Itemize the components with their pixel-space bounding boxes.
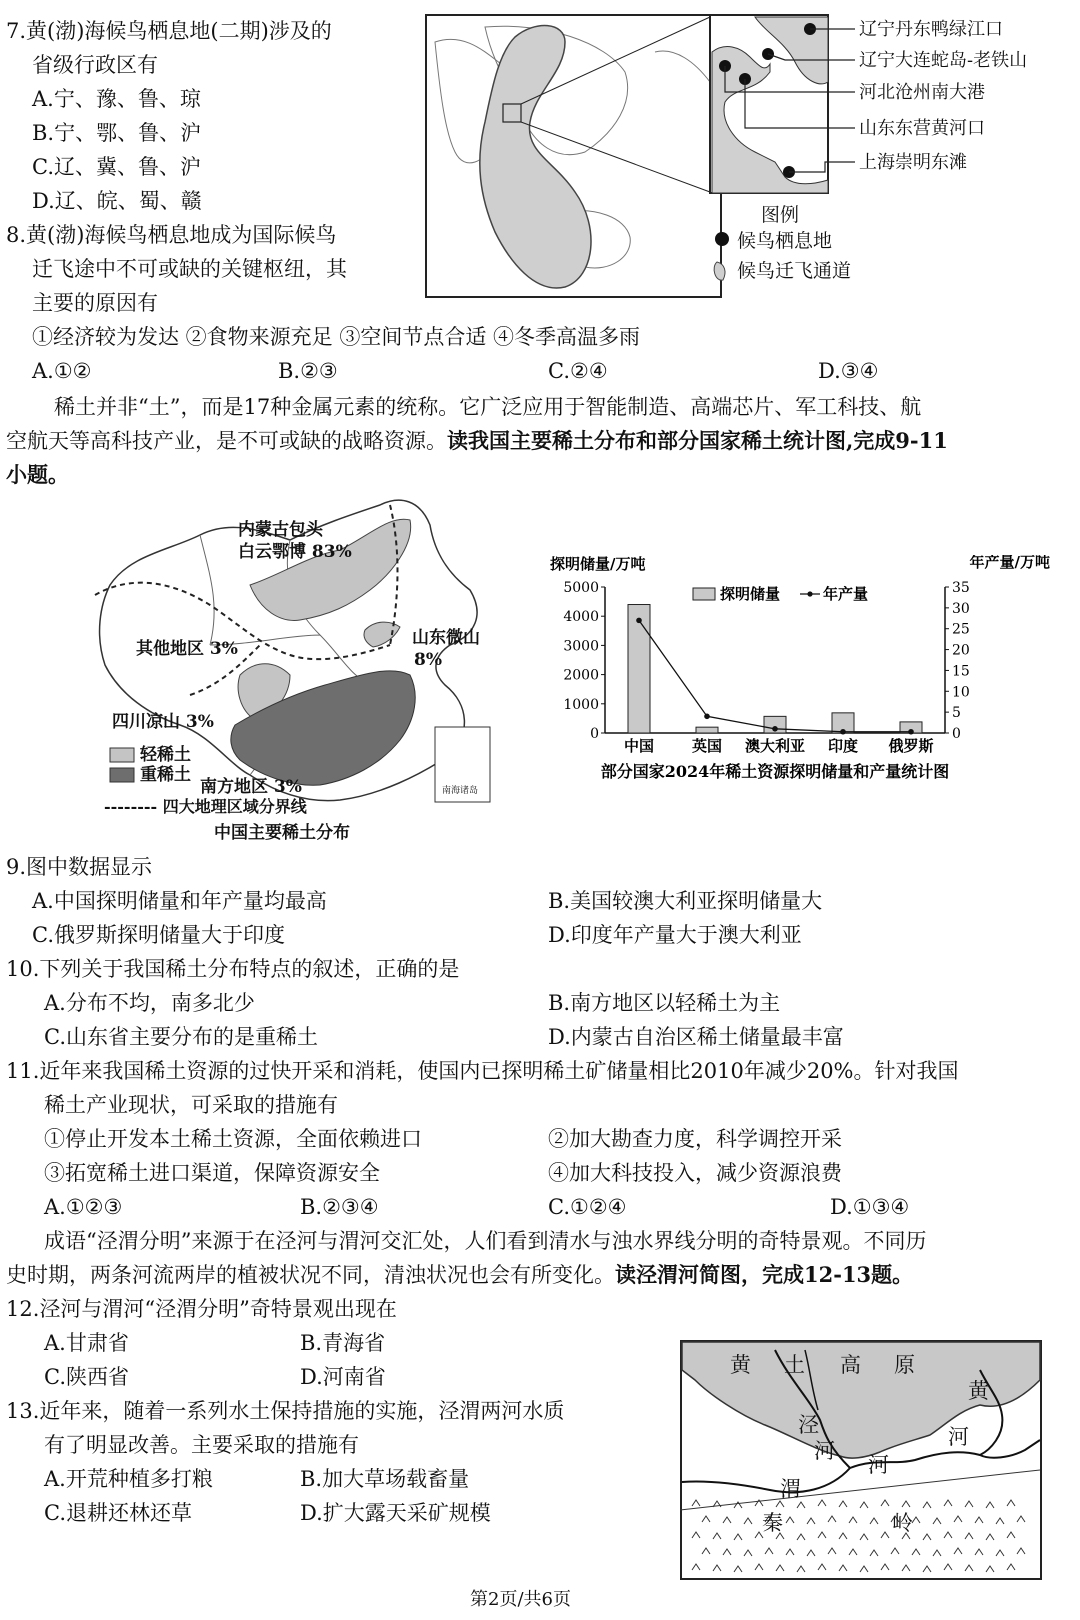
production-point-1: [704, 714, 710, 720]
intro-river-line2: 史时期，两条河流两岸的植被状况不同，清浊状况也会有所变化。读泾渭河简图，完成12-13题。: [6, 1262, 914, 1287]
intro-river-line1: 成语“泾渭分明”来源于在泾河与渭河交汇处，人们看到清水与浊水界线分明的奇特景观。不同历: [44, 1229, 927, 1253]
page-footer: 第2页/共6页: [470, 1589, 571, 1610]
production-point-4: [908, 729, 914, 735]
q9-option-c: C.俄罗斯探明储量大于印度: [32, 923, 285, 947]
river-label-jing: 泾: [798, 1413, 819, 1437]
q13-stem-line2: 有了明显改善。主要采取的措施有: [44, 1433, 359, 1457]
site-label-chongming: 上海崇明东滩: [859, 152, 967, 173]
production-point-3: [840, 729, 846, 735]
y-tick-label: 4000: [563, 609, 599, 626]
q8-option-a: A.①②: [32, 359, 92, 383]
q13-option-d: D.扩大露天采矿规模: [300, 1501, 491, 1525]
q8-option-d: D.③④: [818, 359, 879, 383]
q10-option-c: C.山东省主要分布的是重稀土: [44, 1025, 318, 1049]
q12-option-a: A.甘肃省: [44, 1331, 129, 1355]
q11-item-4: ④加大科技投入，减少资源浪费: [548, 1161, 842, 1185]
q10-option-a: A.分布不均，南多北少: [44, 991, 255, 1015]
label-other: 其他地区 3%: [136, 639, 238, 659]
site-label-dongying: 山东东营黄河口: [859, 118, 985, 139]
q11-item-2: ②加大勘查力度，科学调控开采: [548, 1127, 842, 1151]
y-tick-label: 1000: [563, 696, 599, 713]
q7-stem-line2: 省级行政区有: [32, 53, 158, 77]
china-rare-earth-map: [90, 495, 520, 855]
q10-option-d: D.内蒙古自治区稀土储量最丰富: [548, 1025, 844, 1049]
label-sd-2: 8%: [414, 650, 442, 670]
legend-light-swatch: [110, 748, 134, 762]
x-tick-label: 印度: [827, 737, 859, 755]
q13-option-b: B.加大草场载畜量: [300, 1467, 470, 1491]
legend-route-label: 候鸟迁飞通道: [737, 260, 852, 282]
q10-stem: 10.下列关于我国稀土分布特点的叙述，正确的是: [6, 957, 460, 981]
q9-option-b: B.美国较澳大利亚探明储量大: [548, 889, 823, 913]
y2-tick-label: 10: [952, 684, 970, 701]
bar-0: [628, 605, 650, 733]
chart-title: 部分国家2024年稀土资源探明储量和产量统计图: [600, 762, 950, 781]
q11-item-1: ①停止开发本土稀土资源，全面依赖进口: [44, 1127, 422, 1151]
q9-option-d: D.印度年产量大于澳大利亚: [548, 923, 802, 947]
q8-option-b: B.②③: [278, 359, 338, 383]
label-nmg-1: 内蒙古包头: [238, 520, 323, 540]
y2-tick-label: 25: [952, 621, 970, 638]
q7-stem-line1: 7.黄(渤)海候鸟栖息地(二期)涉及的: [6, 19, 332, 43]
q10-option-b: B.南方地区以轻稀土为主: [548, 991, 781, 1015]
bird-migration-figure: [425, 12, 1075, 302]
q12-option-d: D.河南省: [300, 1365, 386, 1389]
q12-option-c: C.陕西省: [44, 1365, 129, 1389]
river-label-ling: 岭: [892, 1511, 913, 1535]
bar-1: [696, 727, 718, 733]
site-label-dalian: 辽宁大连蛇岛-老铁山: [859, 50, 1028, 71]
y-axis-title: 探明储量/万吨: [550, 555, 646, 573]
q11-option-c: C.①②④: [548, 1195, 627, 1219]
q8-option-c: C.②④: [548, 359, 608, 383]
river-label-tu: 土: [784, 1353, 805, 1377]
river-label-gao: 高: [840, 1353, 861, 1377]
x-tick-label: 英国: [691, 737, 723, 755]
legend-bar-label: 探明储量: [720, 585, 781, 603]
river-label-yellow-1: 黄: [968, 1379, 989, 1403]
label-nmg-2: 白云鄂博 83%: [238, 542, 352, 562]
q7-option-a: A.宁、豫、鲁、琼: [32, 87, 201, 111]
river-label-jing-he: 河: [814, 1439, 835, 1463]
intro-rare-line3: 小题。: [6, 462, 69, 487]
jing-wei-river-map: [680, 1340, 1042, 1580]
x-tick-label: 中国: [623, 737, 655, 755]
label-south: 南方地区 3%: [200, 777, 302, 797]
y2-tick-label: 15: [952, 663, 970, 680]
legend-title: 图例: [761, 204, 800, 226]
rare-earth-chart: [550, 555, 1050, 795]
q13-stem-line1: 13.近年来，随着一系列水土保持措施的实施，泾渭两河水质: [6, 1399, 565, 1423]
y2-tick-label: 5: [952, 705, 961, 722]
label-sichuan: 四川凉山 3%: [112, 712, 214, 732]
q12-stem: 12.泾河与渭河“泾渭分明”奇特景观出现在: [6, 1297, 397, 1321]
legend-line-label: -------- 四大地理区域分界线: [104, 797, 307, 816]
site-label-cangzhou: 河北沧州南大港: [859, 82, 985, 103]
q8-items: ①经济较为发达 ②食物来源充足 ③空间节点合适 ④冬季高温多雨: [32, 325, 641, 349]
x-tick-label: 俄罗斯: [888, 737, 934, 755]
production-line: [639, 620, 911, 731]
legend-line-label: 年产量: [823, 585, 869, 603]
legend-bar-swatch: [693, 588, 715, 600]
q11-option-d: D.①③④: [830, 1195, 910, 1219]
q12-option-b: B.青海省: [300, 1331, 386, 1355]
q7-option-d: D.辽、皖、蜀、赣: [32, 189, 202, 213]
production-point-2: [772, 726, 778, 732]
q11-option-a: A.①②③: [44, 1195, 123, 1219]
y-tick-label: 2000: [563, 667, 599, 684]
river-label-wei-he: 河: [868, 1453, 889, 1477]
legend-heavy-label: 重稀土: [140, 765, 191, 785]
q13-option-a: A.开荒种植多打粮: [44, 1467, 213, 1491]
q13-option-c: C.退耕还林还草: [44, 1501, 192, 1525]
q8-stem-line3: 主要的原因有: [32, 291, 158, 315]
q8-stem-line1: 8.黄(渤)海候鸟栖息地成为国际候鸟: [6, 223, 337, 247]
x-tick-label: 澳大利亚: [744, 737, 806, 755]
y2-tick-label: 20: [952, 642, 970, 659]
y2-axis-title: 年产量/万吨: [969, 555, 1050, 571]
q9-option-a: A.中国探明储量和年产量均最高: [32, 889, 327, 913]
y2-tick-label: 30: [952, 600, 970, 617]
q11-stem-line1: 11.近年来我国稀土资源的过快开采和消耗，使国内已探明稀土矿储量相比2010年减少20%。针对我国: [6, 1059, 959, 1083]
q8-stem-line2: 迁飞途中不可或缺的关键枢纽，其: [32, 257, 347, 281]
legend-site-dot: [715, 232, 729, 246]
legend-site-label: 候鸟栖息地: [737, 230, 833, 252]
q11-stem-line2: 稀土产业现状，可采取的措施有: [44, 1093, 338, 1117]
y2-tick-label: 0: [952, 726, 961, 742]
intro-rare-line1: 稀土并非“土”，而是17种金属元素的统称。它广泛应用于智能制造、高端芯片、军工科技、航: [54, 395, 922, 419]
river-label-wei: 渭: [780, 1477, 801, 1501]
q11-item-3: ③拓宽稀土进口渠道，保障资源安全: [44, 1161, 380, 1185]
y-tick-label: 0: [590, 726, 599, 742]
intro-rare-line2: 空航天等高科技产业，是不可或缺的战略资源。读我国主要稀土分布和部分国家稀土统计图,完成9-11: [6, 428, 948, 453]
y-tick-label: 5000: [563, 580, 599, 596]
river-label-qin: 秦: [762, 1511, 783, 1535]
label-sd-1: 山东微山: [412, 628, 480, 648]
q11-option-b: B.②③④: [300, 1195, 379, 1219]
y2-tick-label: 35: [952, 580, 970, 596]
china-map-caption: 中国主要稀土分布: [214, 823, 350, 843]
inset-label: 南海诸岛: [442, 786, 479, 796]
river-label-yuan: 原: [894, 1353, 915, 1377]
river-label-huang: 黄: [730, 1353, 751, 1377]
q9-stem: 9.图中数据显示: [6, 855, 153, 879]
q7-option-c: C.辽、冀、鲁、沪: [32, 155, 201, 179]
legend-heavy-swatch: [110, 768, 134, 782]
production-point-0: [636, 618, 642, 624]
river-label-yellow-2: 河: [948, 1425, 969, 1449]
q7-option-b: B.宁、鄂、鲁、沪: [32, 121, 202, 145]
site-label-dandong: 辽宁丹东鸭绿江口: [859, 19, 1003, 40]
legend-light-label: 轻稀土: [140, 745, 191, 765]
legend-line-dot: [807, 591, 812, 596]
y-tick-label: 3000: [563, 638, 599, 655]
